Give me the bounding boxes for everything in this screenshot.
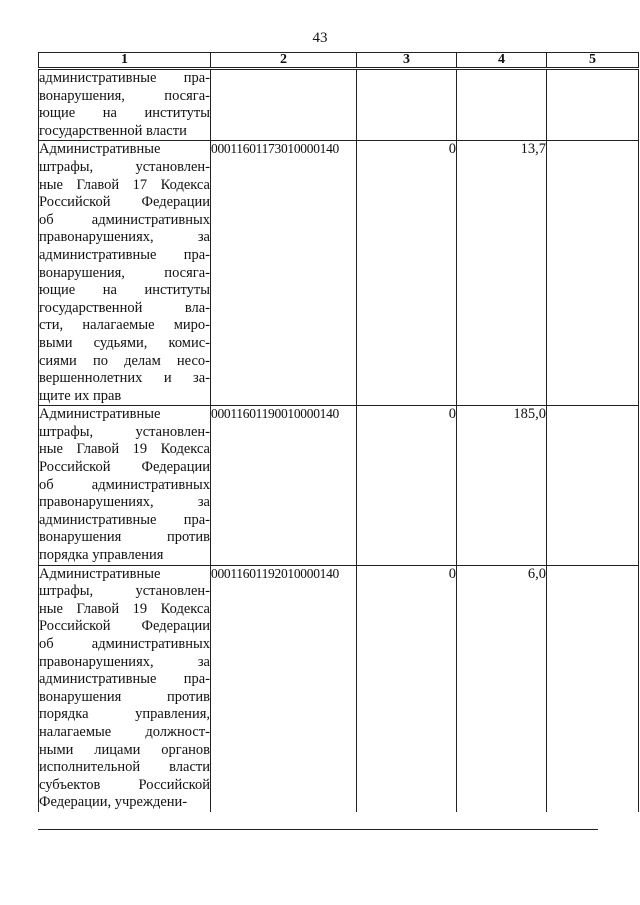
description-line: Федерации, учреждени- xyxy=(39,794,188,811)
description-line: исполнительной власти xyxy=(39,759,210,776)
column-3-value: 0 xyxy=(357,406,457,565)
description-line: ющие на институты xyxy=(39,105,210,122)
description-line: государственной вла- xyxy=(39,299,210,316)
description-line: сиями по делам несо- xyxy=(39,352,210,369)
description-line: правонарушениях, за xyxy=(39,653,210,670)
description-line: выми судьями, комис- xyxy=(39,334,210,351)
page-number: 43 xyxy=(312,30,328,46)
column-header-2: 2 xyxy=(211,53,357,69)
description-line: Российской Федерации xyxy=(39,194,210,211)
budget-code-cell: 00011601190010000140 xyxy=(211,406,357,565)
description-line: вонарушения против xyxy=(39,529,210,546)
row-description xyxy=(39,406,211,565)
table-row xyxy=(39,406,639,565)
description-line: об административных xyxy=(39,636,210,652)
column-3-value: 0 xyxy=(357,565,457,812)
description-line: ными лицами органов xyxy=(39,741,210,758)
description-line: штрафы, установлен- xyxy=(39,158,210,175)
column-3-value xyxy=(357,69,457,141)
bottom-rule xyxy=(38,829,598,830)
description-line: ные Главой 19 Кодекса xyxy=(39,600,210,617)
description-line: об административных xyxy=(39,476,210,493)
description-line: Российской Федерации xyxy=(39,618,210,635)
description-line: штрафы, установлен- xyxy=(39,583,210,600)
description-line: об административных xyxy=(39,211,210,228)
column-header-1: 1 xyxy=(39,53,211,69)
description-line: Административные xyxy=(39,565,161,582)
description-line: сти, налагаемые миро- xyxy=(39,317,210,334)
description-line: вершеннолетних и за- xyxy=(39,370,210,387)
description-line: Административные xyxy=(39,141,161,158)
column-5-value xyxy=(547,565,639,812)
column-header-4: 4 xyxy=(457,53,547,69)
description-line: порядка управления, xyxy=(39,706,210,723)
description-line: налагаемые должност- xyxy=(39,723,210,740)
table-header-row xyxy=(39,53,639,69)
description-line: ющие на институты xyxy=(39,282,210,299)
column-5-value xyxy=(547,69,639,141)
description-line: административные пра- xyxy=(39,70,210,86)
table-row xyxy=(39,565,639,812)
table-row xyxy=(39,69,639,141)
description-line: государственной власти xyxy=(39,122,187,139)
column-header-3: 3 xyxy=(357,53,457,69)
description-line: штрафы, установлен- xyxy=(39,423,210,440)
column-4-value: 13,7 xyxy=(457,141,547,406)
description-line: ные Главой 19 Кодекса xyxy=(39,441,210,458)
row-description xyxy=(39,69,211,141)
column-5-value xyxy=(547,406,639,565)
column-4-value xyxy=(457,69,547,141)
description-line: щите их прав xyxy=(39,387,122,404)
table-body xyxy=(39,69,639,812)
description-line: ные Главой 17 Кодекса xyxy=(39,176,210,193)
description-line: порядка управления xyxy=(39,547,164,564)
description-line: вонарушения, посяга- xyxy=(39,87,210,104)
revenue-table xyxy=(38,52,639,812)
budget-code-cell: 00011601173010000140 xyxy=(211,141,357,406)
description-line: административные пра- xyxy=(39,246,210,263)
description-line: вонарушения против xyxy=(39,688,210,705)
column-5-value xyxy=(547,141,639,406)
description-line: правонарушениях, за xyxy=(39,229,210,246)
column-4-value: 185,0 xyxy=(457,406,547,565)
column-3-value: 0 xyxy=(357,141,457,406)
budget-code-cell xyxy=(211,69,357,141)
description-line: административные пра- xyxy=(39,511,210,528)
row-description xyxy=(39,565,211,812)
column-4-value: 6,0 xyxy=(457,565,547,812)
description-line: административные пра- xyxy=(39,671,210,688)
description-line: субъектов Российской xyxy=(39,776,210,793)
description-line: правонарушениях, за xyxy=(39,494,210,511)
table-row xyxy=(39,141,639,406)
column-header-5: 5 xyxy=(547,53,639,69)
description-line: Российской Федерации xyxy=(39,459,210,476)
row-description xyxy=(39,141,211,406)
budget-code-cell: 00011601192010000140 xyxy=(211,565,357,812)
description-line: Административные xyxy=(39,406,161,423)
description-line: вонарушения, посяга- xyxy=(39,264,210,281)
